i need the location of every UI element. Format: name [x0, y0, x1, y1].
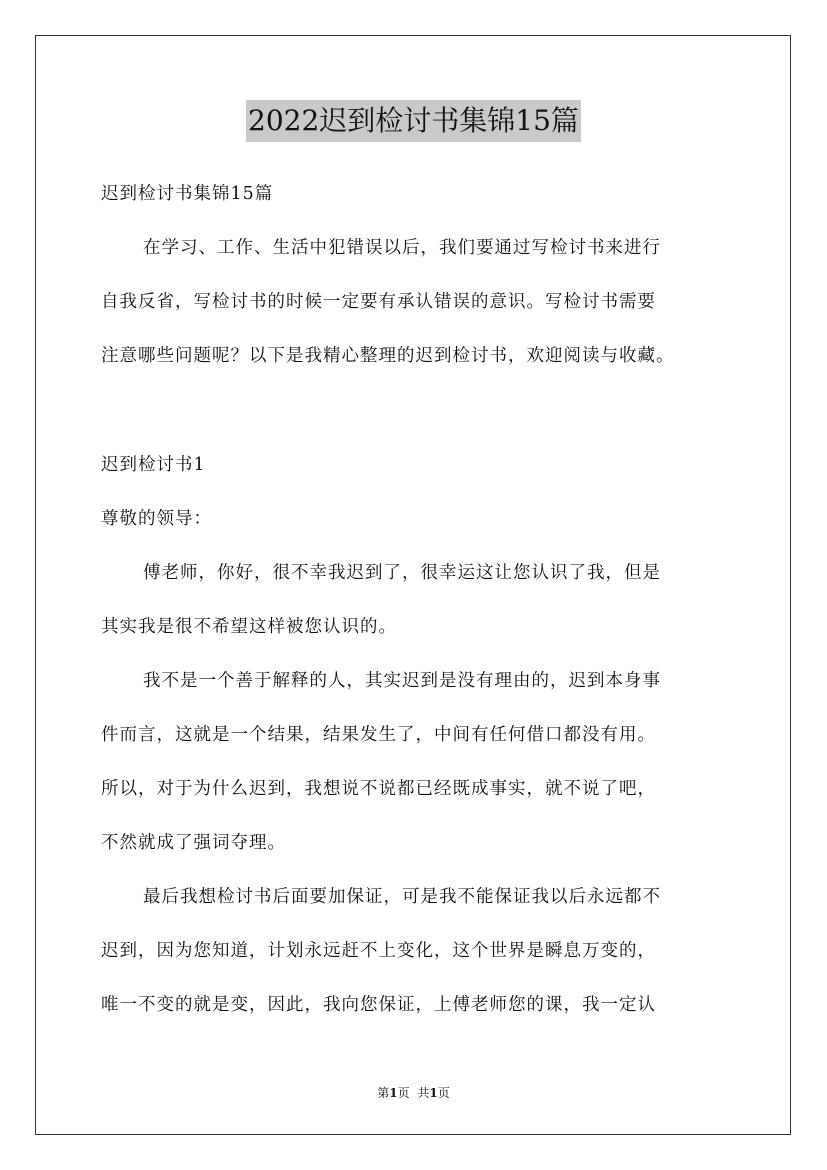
intro-line-2: 自我反省，写检讨书的时候一定要有承认错误的意识。写检讨书需要 [101, 292, 656, 312]
document-title-text: 2022迟到检讨书集锦15篇 [246, 100, 581, 142]
footer-total-prefix: 共 [417, 1086, 430, 1100]
body-line-8: 迟到，因为您知道，计划永远赶不上变化，这个世界是瞬息万变的， [101, 941, 656, 961]
intro-line-1: 在学习、工作、生活中犯错误以后，我们要通过写检讨书来进行 [143, 238, 661, 258]
footer-page-number: 1 [389, 1086, 398, 1100]
salutation: 尊敬的领导： [101, 509, 212, 529]
intro-line-3: 注意哪些问题呢？以下是我精心整理的迟到检讨书，欢迎阅读与收藏。 [101, 346, 675, 366]
body-line-9: 唯一不变的就是变，因此，我向您保证，上傅老师您的课，我一定认 [101, 995, 656, 1015]
footer-page-prefix: 第 [377, 1086, 390, 1100]
body-line-6: 不然就成了强词夺理。 [101, 833, 286, 853]
footer-page-suffix: 页 [397, 1086, 410, 1100]
body-line-7: 最后我想检讨书后面要加保证，可是我不能保证我以后永远都不 [143, 887, 661, 907]
body-line-4: 件而言，这就是一个结果，结果发生了，中间有任何借口都没有用。 [101, 725, 656, 745]
body-line-2: 其实我是很不希望这样被您认识的。 [101, 617, 397, 637]
body-line-5: 所以，对于为什么迟到，我想说不说都已经既成事实，就不说了吧， [101, 779, 656, 799]
footer-total-pages: 1 [429, 1086, 438, 1100]
footer-total-suffix: 页 [437, 1086, 450, 1100]
document-subtitle: 迟到检讨书集锦15篇 [101, 184, 274, 204]
section-heading: 迟到检讨书1 [101, 455, 206, 475]
body-line-3: 我不是一个善于解释的人，其实迟到是没有理由的，迟到本身事 [143, 671, 661, 691]
page-footer [0, 1084, 827, 1102]
document-title [0, 100, 827, 142]
body-line-1: 傅老师，你好，很不幸我迟到了，很幸运这让您认识了我，但是 [143, 563, 661, 583]
